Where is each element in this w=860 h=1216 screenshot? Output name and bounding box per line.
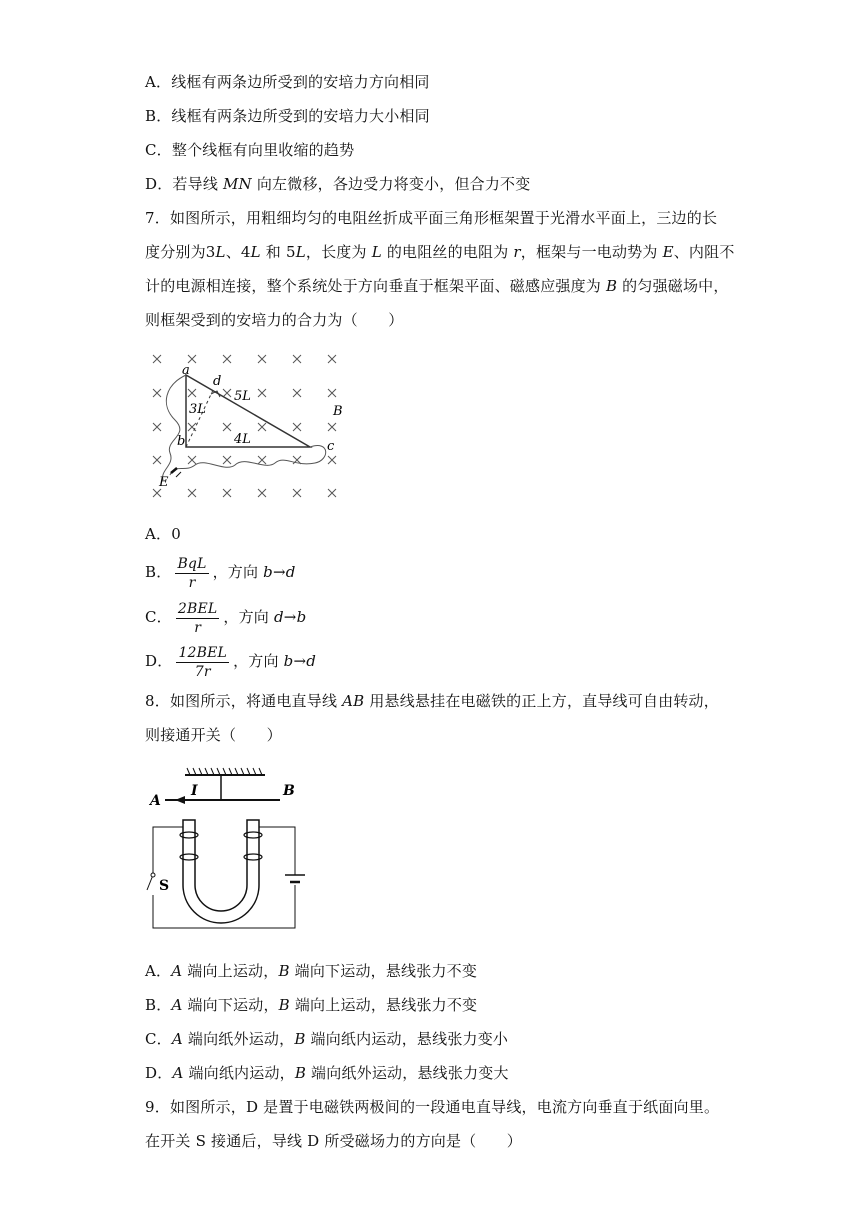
ceiling-hatch <box>193 768 196 775</box>
q8-option-b: B．A 端向下运动，B 端向上运动，悬线张力不变 <box>145 996 478 1014</box>
q6-option-a: A．线框有两条边所受到的安培力方向相同 <box>145 73 430 91</box>
q7-stem-line3: 计的电源相连接，整个系统处于方向垂直于框架平面、磁感应强度为 B 的匀强磁场中， <box>145 277 729 295</box>
ceiling-hatch <box>241 768 244 775</box>
field-cross <box>293 489 301 497</box>
current-arrow-icon <box>175 796 185 804</box>
ceiling-hatch <box>247 768 250 775</box>
ceiling-hatch <box>259 768 262 775</box>
field-cross <box>328 456 336 464</box>
q8-option-a: A．A 端向上运动，B 端向下运动，悬线张力不变 <box>145 962 478 980</box>
field-cross <box>293 423 301 431</box>
circuit-wire-bottom <box>153 885 295 928</box>
field-cross <box>258 389 266 397</box>
wire-bottom <box>170 446 326 475</box>
ceiling-hatch <box>235 768 238 775</box>
label-A: A <box>150 793 161 809</box>
field-cross <box>258 489 266 497</box>
label-5L: 5L <box>234 389 251 404</box>
q8-stem-line2: 则接通开关（ ） <box>145 726 282 744</box>
label-E: E <box>159 475 169 490</box>
ceiling-hatch <box>205 768 208 775</box>
magnetic-field-crosses <box>153 355 336 497</box>
field-cross <box>188 423 196 431</box>
field-cross <box>153 456 161 464</box>
q8-option-d: D．A 端向纸内运动，B 端向纸外运动，悬线张力变大 <box>145 1064 509 1082</box>
q8-electromagnet-figure <box>145 765 320 935</box>
q6-option-d: D．若导线 MN 向左微移，各边受力将变小，但合力不变 <box>145 175 531 193</box>
ceiling-hatch <box>229 768 232 775</box>
label-b: b <box>177 434 186 449</box>
field-cross <box>258 456 266 464</box>
ceiling-hatch <box>187 768 190 775</box>
field-cross <box>328 389 336 397</box>
field-cross <box>223 355 231 363</box>
field-cross <box>328 489 336 497</box>
ceiling-hatch <box>217 768 220 775</box>
q7-stem-line2: 度分别为3L、4L 和 5L，长度为 L 的电阻丝的电阻为 r，框架与一电动势为 E、内阻不 <box>145 243 735 261</box>
wire-left <box>163 375 186 480</box>
q6-option-c: C．整个线框有向里收缩的趋势 <box>145 141 355 159</box>
label-B: B <box>333 404 343 419</box>
q7-option-a: A．0 <box>145 525 181 543</box>
field-cross <box>258 423 266 431</box>
battery-icon <box>171 468 177 473</box>
circuit-wire-right <box>259 827 295 875</box>
q7-option-c: C． $\frac{\text{2BEL}}{r}$ ，方向 d→b <box>145 600 307 636</box>
field-cross <box>223 489 231 497</box>
altitude-bd <box>186 388 214 447</box>
q7-stem-line1: 7．如图所示，用粗细均匀的电阻丝折成平面三角形框架置于光滑水平面上，三边的长 <box>145 209 718 227</box>
label-d: d <box>213 374 222 389</box>
q6-option-b: B．线框有两条边所受到的安培力大小相同 <box>145 107 430 125</box>
field-cross <box>293 389 301 397</box>
field-cross <box>223 423 231 431</box>
q7-stem-line4: 则框架受到的安培力的合力为（ ） <box>145 311 404 329</box>
field-cross <box>328 423 336 431</box>
q7-option-b: B． $\frac{\text{BqL}}{r}$ ，方向 b→d <box>145 555 296 591</box>
label-4L: 4L <box>234 432 251 447</box>
label-I: I <box>191 783 198 799</box>
field-cross <box>153 355 161 363</box>
label-a: a <box>182 363 190 378</box>
ceiling-hatch <box>211 768 214 775</box>
field-cross <box>188 389 196 397</box>
label-3L: 3L <box>189 402 206 417</box>
u-shaped-magnet <box>183 820 259 923</box>
q7-triangle-figure <box>145 345 355 505</box>
field-cross <box>153 423 161 431</box>
q8-stem-line1: 8．如图所示，将通电直导线 AB 用悬线悬挂在电磁铁的正上方，直导线可自由转动， <box>145 692 719 710</box>
label-B: B <box>283 783 295 799</box>
field-cross <box>153 489 161 497</box>
label-c: c <box>327 439 335 454</box>
field-cross <box>188 489 196 497</box>
coils <box>180 832 262 860</box>
field-cross <box>293 355 301 363</box>
field-cross <box>258 355 266 363</box>
field-cross <box>153 389 161 397</box>
ceiling-hatch <box>253 768 256 775</box>
q8-option-c: C．A 端向纸外运动，B 端向纸内运动，悬线张力变小 <box>145 1030 509 1048</box>
ceiling-hatch <box>199 768 202 775</box>
q9-stem-line2: 在开关 S 接通后，导线 D 所受磁场力的方向是（ ） <box>145 1132 522 1150</box>
label-S: S <box>159 878 170 894</box>
q9-stem-line1: 9．如图所示，D 是置于电磁铁两极间的一段通电直导线，电流方向垂直于纸面向里。 <box>145 1098 720 1116</box>
field-cross <box>223 456 231 464</box>
q7-option-d: D． $\frac{\text{12BEL}}{7r}$ ，方向 b→d <box>145 644 317 680</box>
field-cross <box>328 355 336 363</box>
field-cross <box>223 389 231 397</box>
field-cross <box>188 355 196 363</box>
field-cross <box>188 456 196 464</box>
circuit-wire-left <box>153 827 183 875</box>
ceiling-hatch <box>223 768 226 775</box>
